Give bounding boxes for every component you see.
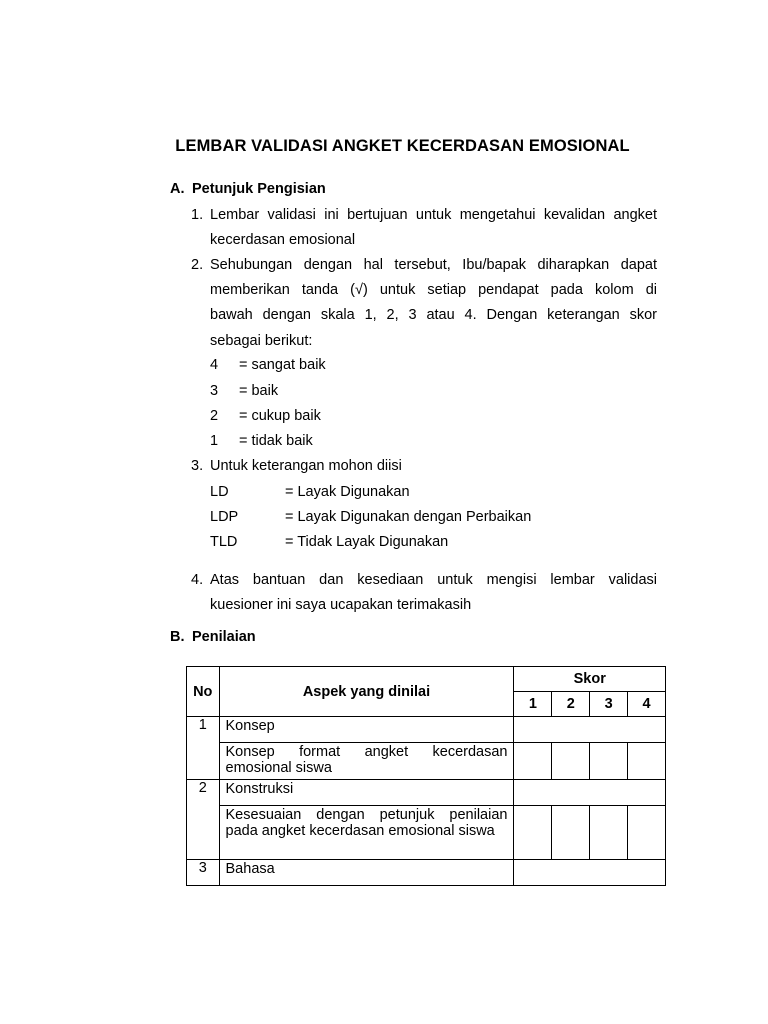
header-score-4: 4 xyxy=(628,692,666,717)
item-1-line-1: Lembar validasi ini bertujuan untuk mengetahui kevalidan angket xyxy=(210,207,657,223)
item-4-number: 4. xyxy=(191,572,204,588)
scale-value: 1 xyxy=(210,433,219,449)
item-3-number: 3. xyxy=(191,458,204,474)
category-cell: Konsep xyxy=(219,717,514,743)
section-a-heading xyxy=(170,181,326,197)
score-3-checkbox[interactable] xyxy=(590,743,628,780)
aspect-text: Konsep format angket kecerdasan emosional siswa xyxy=(225,744,508,776)
category-cell: Bahasa xyxy=(219,860,514,886)
page-title: LEMBAR VALIDASI ANGKET KECERDASAN EMOSIONAL xyxy=(175,137,630,155)
code-desc: = Layak Digunakan xyxy=(285,484,410,500)
item-2-line-2: memberikan tanda (√) untuk setiap pendapat pada kolom di xyxy=(210,282,657,298)
scale-desc: = tidak baik xyxy=(239,433,313,449)
scale-value: 3 xyxy=(210,383,219,399)
code-desc: = Tidak Layak Digunakan xyxy=(285,534,449,550)
score-3-checkbox[interactable] xyxy=(590,806,628,860)
item-2-number: 2. xyxy=(191,257,204,273)
section-b-letter: B. xyxy=(170,629,185,645)
scale-desc: = cukup baik xyxy=(239,408,321,424)
header-score-1: 1 xyxy=(514,692,552,717)
item-2-line-1: Sehubungan dengan hal tersebut, Ibu/bapak diharapkan dapat xyxy=(210,257,657,273)
scale-desc: = sangat baik xyxy=(239,357,326,373)
header-score-2: 2 xyxy=(552,692,590,717)
header-aspect: Aspek yang dinilai xyxy=(219,667,514,717)
code-desc: = Layak Digunakan dengan Perbaikan xyxy=(285,509,532,525)
scale-value: 2 xyxy=(210,408,219,424)
score-4-checkbox[interactable] xyxy=(628,743,666,780)
header-score: Skor xyxy=(514,667,666,692)
score-cell-empty xyxy=(514,717,666,743)
item-2-line-3: bawah dengan skala 1, 2, 3 atau 4. Dengan keterangan skor xyxy=(210,307,657,323)
score-2-checkbox[interactable] xyxy=(552,806,590,860)
section-b-title: Penilaian xyxy=(192,629,256,645)
item-3-line-1: Untuk keterangan mohon diisi xyxy=(210,458,402,474)
score-4-checkbox[interactable] xyxy=(628,806,666,860)
section-b-heading xyxy=(170,629,256,645)
category-cell: Konstruksi xyxy=(219,780,514,806)
header-score-3: 3 xyxy=(590,692,628,717)
row-number: 1 xyxy=(187,717,220,780)
score-1-checkbox[interactable] xyxy=(514,806,552,860)
scale-value: 4 xyxy=(210,357,219,373)
section-a-title: Petunjuk Pengisian xyxy=(192,181,326,197)
score-1-checkbox[interactable] xyxy=(514,743,552,780)
item-1-line-2: kecerdasan emosional xyxy=(210,232,356,248)
score-cell-empty xyxy=(514,860,666,886)
aspect-cell xyxy=(219,806,514,860)
aspect-text: Kesesuaian dengan petunjuk penilaian pada angket kecerdasan emosional siswa xyxy=(225,807,508,839)
code-label: TLD xyxy=(210,534,238,550)
scale-desc: = baik xyxy=(239,383,279,399)
item-2-line-4: sebagai berikut: xyxy=(210,333,313,349)
score-2-checkbox[interactable] xyxy=(552,743,590,780)
row-number: 3 xyxy=(187,860,220,886)
code-label: LDP xyxy=(210,509,239,525)
assessment-table xyxy=(186,666,666,886)
header-no: No xyxy=(187,667,220,717)
row-number: 2 xyxy=(187,780,220,860)
aspect-cell xyxy=(219,743,514,780)
score-cell-empty xyxy=(514,780,666,806)
item-4-line-2: kuesioner ini saya ucapakan terimakasih xyxy=(210,597,472,613)
item-1-number: 1. xyxy=(191,207,204,223)
code-label: LD xyxy=(210,484,229,500)
section-a-letter: A. xyxy=(170,181,185,197)
item-4-line-1: Atas bantuan dan kesediaan untuk mengisi lembar validasi xyxy=(210,572,657,588)
